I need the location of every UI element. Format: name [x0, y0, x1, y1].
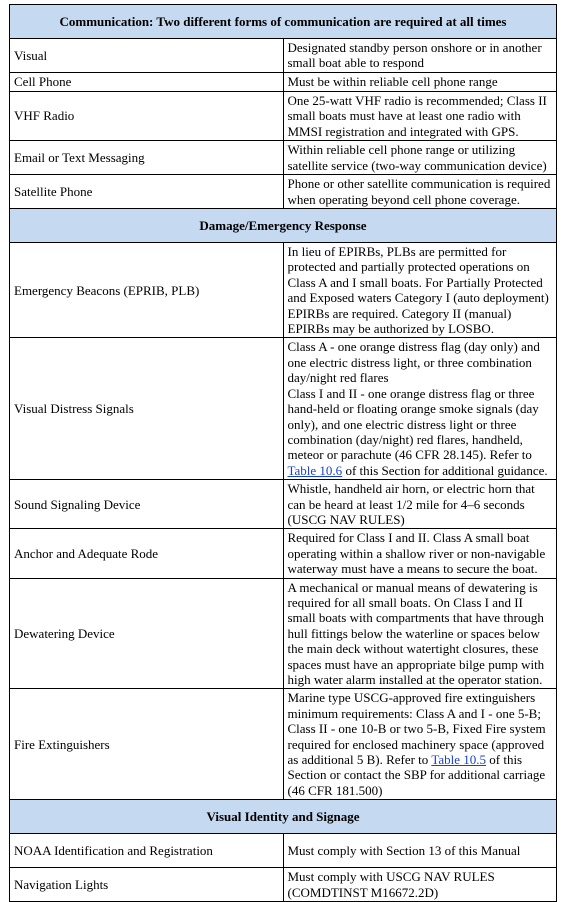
row-description: In lieu of EPIRBs, PLBs are permitted for protected and partially protected operations on Class A and I small boats. For Partially Protected and Exposed waters Category I (auto deployment) EPIRBs are required. Category II (manual) EPIRBs may be authorized by LOSBO.	[283, 243, 557, 338]
table-row	[10, 243, 557, 338]
row-description: Must comply with USCG NAV RULES (COMDTINST M16672.2D)	[283, 868, 557, 902]
row-label: Sound Signaling Device	[10, 480, 284, 529]
section-header-damage-emergency	[10, 209, 557, 243]
row-label: Email or Text Messaging	[10, 141, 284, 175]
class-i-ii-text: Class I and II - one orange distress flag or three hand-held or floating orange smoke signals (day only), and one electric distress light or three combination (day/night) red flares, handheld, meteor or parachute (46 CFR 28.145). Refer to	[287, 385, 539, 463]
table-row	[10, 338, 557, 480]
row-label: Navigation Lights	[10, 868, 284, 902]
table-row	[10, 529, 557, 578]
section-title: Damage/Emergency Response	[10, 209, 557, 243]
table-row	[10, 834, 557, 868]
section-title: Visual Identity and Signage	[10, 800, 557, 834]
table-row	[10, 689, 557, 800]
table-row	[10, 578, 557, 689]
requirements-table	[9, 4, 557, 902]
row-description: Must comply with Section 13 of this Manual	[283, 834, 557, 868]
table-row	[10, 72, 557, 91]
row-description: Must be within reliable cell phone range	[283, 72, 557, 91]
requirements-document	[9, 4, 557, 902]
row-description	[283, 689, 557, 800]
row-label: Visual	[10, 39, 284, 73]
table-row	[10, 480, 557, 529]
row-description: Designated standby person onshore or in another small boat able to respond	[283, 39, 557, 73]
row-label: Cell Phone	[10, 72, 284, 91]
row-label: Emergency Beacons (EPRIB, PLB)	[10, 243, 284, 338]
row-description: A mechanical or manual means of dewatering is required for all small boats. On Class I and II small boats with compartments that have through hull fittings below the waterline or spaces below the main deck without watertight closures, these spaces must have an appropriate bilge pump with high water alarm installed at the operator station.	[283, 578, 557, 689]
row-label: Anchor and Adequate Rode	[10, 529, 284, 578]
row-description: Within reliable cell phone range or utilizing satellite service (two-way communication device)	[283, 141, 557, 175]
row-label: VHF Radio	[10, 91, 284, 140]
section-header-communication	[10, 5, 557, 39]
section-header-visual-identity	[10, 800, 557, 834]
class-a-text: Class A - one orange distress flag (day only) and one electric distress light, or three combination day/night red flares	[287, 339, 540, 386]
row-label: Dewatering Device	[10, 578, 284, 689]
row-label: Visual Distress Signals	[10, 338, 284, 480]
table-row	[10, 868, 557, 902]
table-10-5-link[interactable]: Table 10.5	[431, 752, 486, 768]
table-10-6-link[interactable]: Table 10.6	[287, 462, 343, 478]
table-row	[10, 39, 557, 73]
table-row	[10, 175, 557, 209]
class-i-ii-text-after: of this Section for additional guidance.	[342, 462, 548, 478]
row-description: Required for Class I and II. Class A small boat operating within a shallow river or non-navigable waterway must have a means to secure the boat.	[283, 529, 557, 578]
row-description	[283, 338, 557, 480]
fire-ext-text-after: of this Section or contact the SBP for additional carriage (46 CFR 181.500)	[287, 752, 546, 798]
row-description: One 25-watt VHF radio is recommended; Class II small boats must have at least one radio with MMSI registration and integrated with GPS.	[283, 91, 557, 140]
table-row	[10, 91, 557, 140]
fire-ext-text: Marine type USCG-approved fire extinguishers minimum requirements: Class A and I - one 5-B; Class II - one 10-B or two 5-B, Fixed Fire system required for enclosed machinery space (approved as additional 5 B). Refer to	[287, 690, 546, 768]
table-row	[10, 141, 557, 175]
row-description: Phone or other satellite communication is required when operating beyond cell phone coverage.	[283, 175, 557, 209]
row-label: Satellite Phone	[10, 175, 284, 209]
row-label: NOAA Identification and Registration	[10, 834, 284, 868]
row-description: Whistle, handheld air horn, or electric horn that can be heard at least 1/2 mile for 4–6 seconds (USCG NAV RULES)	[283, 480, 557, 529]
row-label: Fire Extinguishers	[10, 689, 284, 800]
section-title: Communication: Two different forms of communication are required at all times	[10, 5, 557, 39]
